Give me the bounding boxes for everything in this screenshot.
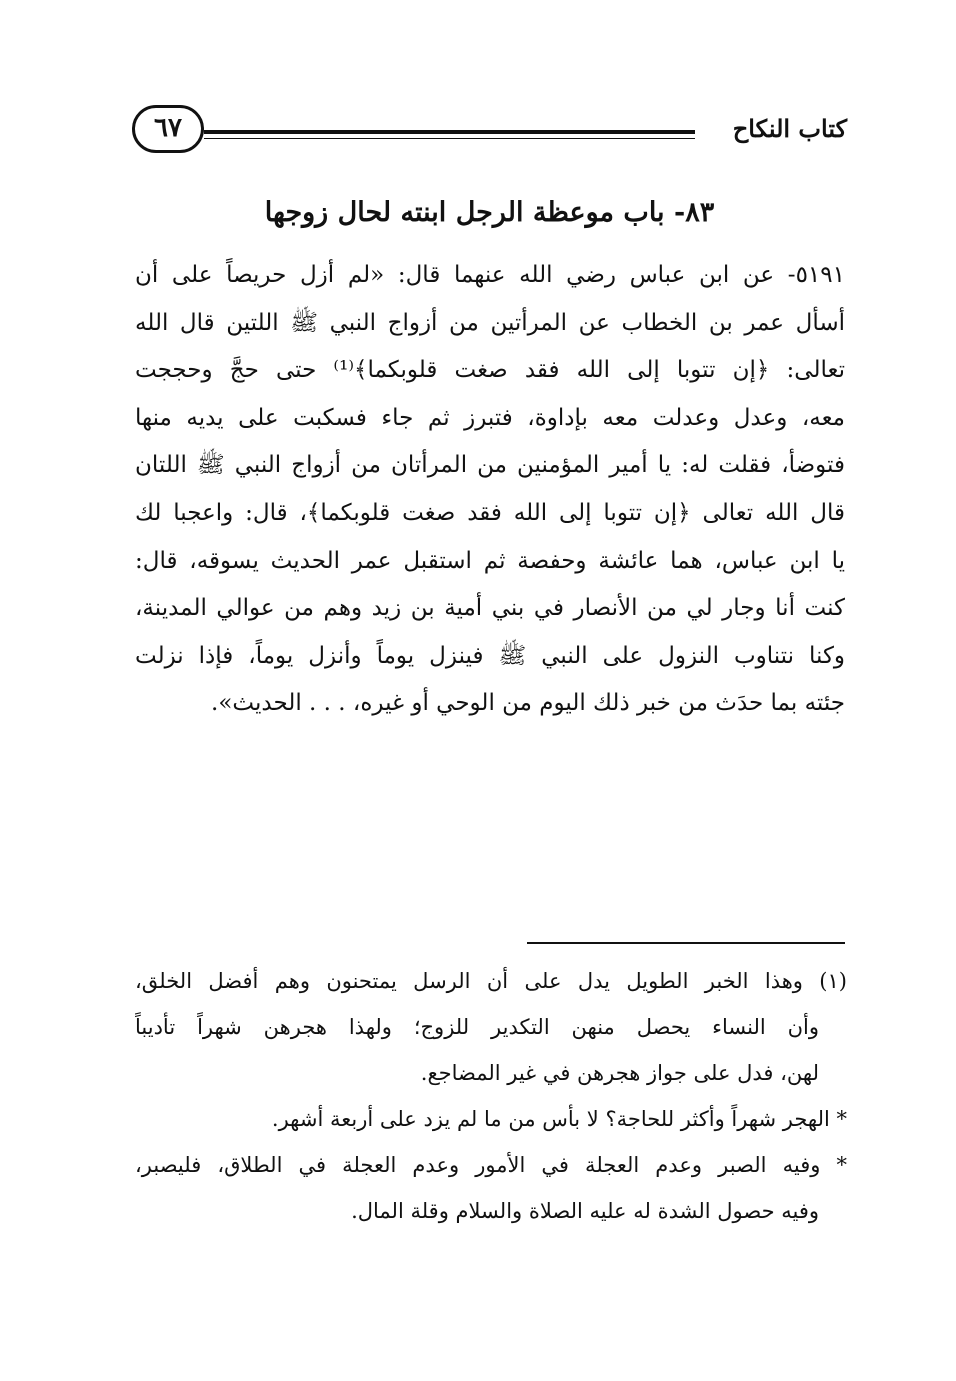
hadith-line: معه، وعدل وعدلت معه بإداوة، فتبرز ثم جاء فسكبت على يديه منها [135,404,845,431]
footnotes [135,958,847,1234]
hadith-line: كنت أنا وجار لي من الأنصار في بني أمية بن زيد وهم من عوالي المدينة، [135,595,845,622]
chapter-title: ٨٣- باب موعظة الرجل ابنته لحال زوجها [264,197,715,228]
hadith-line: وكنا نتناوب النزول على النبي ﷺ فينزل يوماً وأنزل يوماً، فإذا نزلت [135,642,845,669]
footnote-separator [527,942,845,944]
hadith-line: أسأل عمر بن الخطاب عن المرأتين من أزواج النبي ﷺ اللتين قال الله [135,309,845,336]
hadith-line: يا ابن عباس، هما عائشة وحفصة ثم استقبل عمر الحديث يسوقه، قال: [135,547,845,574]
page-header [132,102,847,158]
footnote-line: لهن، فدل على جواز هجرهن في غير المضاجع. [420,1061,819,1085]
footnote-bullet-line: * الهجر شهراً وأكثر للحاجة؟ لا بأس من ما لم يزد على أربعة أشهر. [271,1107,847,1131]
header-rule-thin [204,138,695,139]
hadith-line: قال الله تعالى ﴿إن تتوبا إلى الله فقد صغت قلوبكما﴾، قال: واعجبا لك [135,499,845,526]
hadith-text [135,252,845,728]
hadith-line: فتوضأ، فقلت له: يا أمير المؤمنين من المرأتان من أزواج النبي ﷺ اللتان [135,452,845,479]
footnote-line: وفيه حصول الشدة له عليه الصلاة والسلام وقلة المال. [351,1199,819,1223]
running-title: كتاب النكاح [732,114,847,143]
footnote-line: (١) وهذا الخبر الطويل يدل على أن الرسل يمتحنون وهم أفضل الخلق، [135,969,847,993]
hadith-line: جئته بما حدَث من خبر ذلك اليوم من الوحي أو غيره، . . . الحديث». [211,690,845,717]
page-number: ٦٧ [132,105,204,153]
hadith-line: تعالى: ﴿إن تتوبا إلى الله فقد صغت قلوبكما﴾⁽¹⁾ حتى حجَّ وحججت [135,357,845,384]
footnote-line: وأن النساء يحصل منهن التكدير للزوج؛ ولهذا هجرهن شهراً تأديباً [135,1015,819,1039]
footnote-bullet-line: * وفيه الصبر وعدم العجلة في الأمور وعدم العجلة في الطلاق، فليصبر، [135,1153,847,1177]
header-rule-thick [204,130,695,134]
hadith-line: ٥١٩١- عن ابن عباس رضي الله عنهما قال: «لم أزل حريصاً على أن [135,262,845,288]
